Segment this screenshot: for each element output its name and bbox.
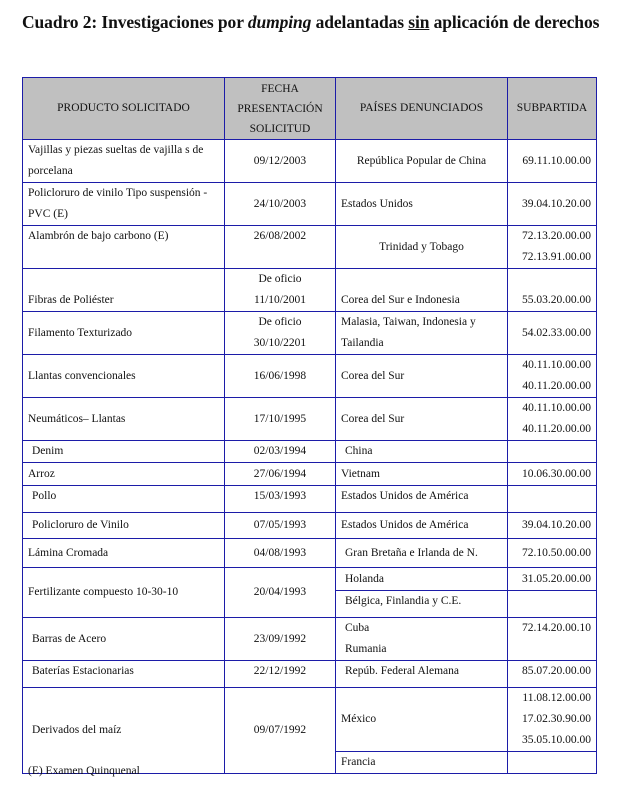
cell-pais: China [336,441,508,463]
table-row [23,269,597,312]
table-row [23,183,597,226]
cell-producto: Barras de Acero [23,618,225,661]
cell-producto: Neumáticos– Llantas [23,398,225,441]
table-row [23,226,597,269]
cell-fecha: 02/03/1994 [225,441,336,463]
table-row [23,568,597,591]
cell-subpartida [508,591,597,618]
cell-producto: Derivados del maíz [23,688,225,774]
table-row [23,513,597,539]
cell-producto: Fibras de Poliéster [23,269,225,312]
cell-pais: México [336,688,508,752]
cell-producto: Alambrón de bajo carbono (E) [23,226,225,269]
cell-fecha [225,312,336,355]
cell-producto: Denim [23,441,225,463]
cell-pais: Holanda [336,568,508,591]
cell-pais [336,312,508,355]
cell-pais: Gran Bretaña e Irlanda de N. [336,539,508,568]
cell-subpartida: 69.11.10.00.00 [508,140,597,183]
cell-subpartida [508,752,597,774]
table-row [23,355,597,398]
header-row [23,78,597,140]
cell-pais: Corea del Sur e Indonesia [336,269,508,312]
cell-pais [336,618,508,661]
table-row [23,463,597,486]
cell-pais: Corea del Sur [336,355,508,398]
cell-pais: Estados Unidos [336,183,508,226]
cell-subpartida [508,355,597,398]
cell-subpartida: 39.04.10.20.00 [508,183,597,226]
cell-subpartida [508,486,597,513]
title-suffix: aplicación de derechos [429,12,600,32]
cell-producto [23,183,225,226]
producto-line2: porcelana [28,165,73,177]
producto-line2: PVC (E) [28,208,68,220]
cell-producto: Filamento Texturizado [23,312,225,355]
cell-pais: Estados Unidos de América [336,486,508,513]
cell-pais: Repúb. Federal Alemana [336,661,508,688]
cell-pais: Trinidad y Tobago [336,226,508,269]
subpartida-line2: 17.02.30.90.00 [522,713,591,725]
header-subpartida: SUBPARTIDA [508,78,597,140]
cell-fecha: 22/12/1992 [225,661,336,688]
subpartida-line1: 40.11.10.00.00 [522,402,591,414]
cell-pais: Francia [336,752,508,774]
header-producto: PRODUCTO SOLICITADO [23,78,225,140]
cell-fecha [225,269,336,312]
cell-subpartida: 72.14.20.00.10 [508,618,597,661]
cell-subpartida: 55.03.20.00.00 [508,269,597,312]
cell-fecha: 09/07/1992 [225,688,336,774]
subpartida-line2: 40.11.20.00.00 [522,423,591,435]
cell-fecha: 26/08/2002 [225,226,336,269]
cell-subpartida [508,441,597,463]
subpartida-line2: 40.11.20.00.00 [522,380,591,392]
cell-fecha: 27/06/1994 [225,463,336,486]
table-row [23,539,597,568]
cell-producto: Pollo [23,486,225,513]
footnote: (E) Examen Quinquenal [28,765,140,777]
cell-producto: Fertilizante compuesto 10-30-10 [23,568,225,618]
cell-subpartida: 72.10.50.00.00 [508,539,597,568]
fecha-line1: De oficio [258,273,302,285]
subpartida-line1: 11.08.12.00.00 [522,692,591,704]
cell-producto: Llantas convencionales [23,355,225,398]
header-fecha-line2: PRESENTACIÓN [237,102,323,115]
table-row [23,312,597,355]
table-row [23,661,597,688]
header-fecha [225,78,336,140]
title-prefix: Cuadro 2: Investigaciones por [22,12,248,32]
cell-fecha: 15/03/1993 [225,486,336,513]
table-row [23,486,597,513]
subpartida-line1: 72.13.20.00.00 [522,230,591,242]
cell-producto: Baterías Estacionarias [23,661,225,688]
table-row [23,688,597,752]
cell-subpartida: 39.04.10.20.00 [508,513,597,539]
cell-fecha: 16/06/1998 [225,355,336,398]
cell-fecha: 17/10/1995 [225,398,336,441]
header-fecha-line1: FECHA [261,82,299,95]
table-row [23,618,597,661]
cell-fecha: 09/12/2003 [225,140,336,183]
fecha-line2: 30/10/2201 [253,337,307,349]
table-title [22,12,599,33]
pais-line1: Malasia, Taiwan, Indonesia y [341,316,476,328]
title-italic: dumping [247,12,312,32]
fecha-line2: 11/10/2001 [254,294,306,306]
cell-producto: Lámina Cromada [23,539,225,568]
cell-producto: Policloruro de Vinilo [23,513,225,539]
subpartida-line1: 40.11.10.00.00 [522,359,591,371]
cell-pais: República Popular de China [336,140,508,183]
producto-line1: Vajillas y piezas sueltas de vajilla s de [28,144,204,156]
subpartida-line3: 35.05.10.00.00 [522,734,591,746]
cell-fecha: 20/04/1993 [225,568,336,618]
investigations-table [22,77,597,774]
header-paises: PAÍSES DENUNCIADOS [336,78,508,140]
cell-subpartida: 54.02.33.00.00 [508,312,597,355]
cell-subpartida: 10.06.30.00.00 [508,463,597,486]
pais-line1: Cuba [345,622,370,634]
subpartida-line2: 72.13.91.00.00 [522,251,591,263]
title-middle: adelantadas [311,12,409,32]
producto-line1: Policloruro de vinilo Tipo suspensión - [28,187,208,199]
cell-fecha: 24/10/2003 [225,183,336,226]
cell-subpartida: 85.07.20.00.00 [508,661,597,688]
cell-pais: Estados Unidos de América [336,513,508,539]
cell-fecha: 04/08/1993 [225,539,336,568]
cell-subpartida [508,688,597,752]
cell-pais: Vietnam [336,463,508,486]
cell-producto [23,140,225,183]
pais-line2: Tailandia [341,337,384,349]
table-row [23,398,597,441]
cell-pais: Bélgica, Finlandia y C.E. [336,591,508,618]
header-fecha-line3: SOLICITUD [249,122,311,135]
cell-subpartida: 31.05.20.00.00 [508,568,597,591]
cell-pais: Corea del Sur [336,398,508,441]
cell-subpartida [508,398,597,441]
cell-fecha: 23/09/1992 [225,618,336,661]
table-row [23,140,597,183]
table-row [23,441,597,463]
title-underlined: sin [408,12,430,32]
cell-producto: Arroz [23,463,225,486]
fecha-line1: De oficio [258,316,302,328]
cell-subpartida [508,226,597,269]
pais-line2: Rumania [345,643,387,655]
cell-fecha: 07/05/1993 [225,513,336,539]
